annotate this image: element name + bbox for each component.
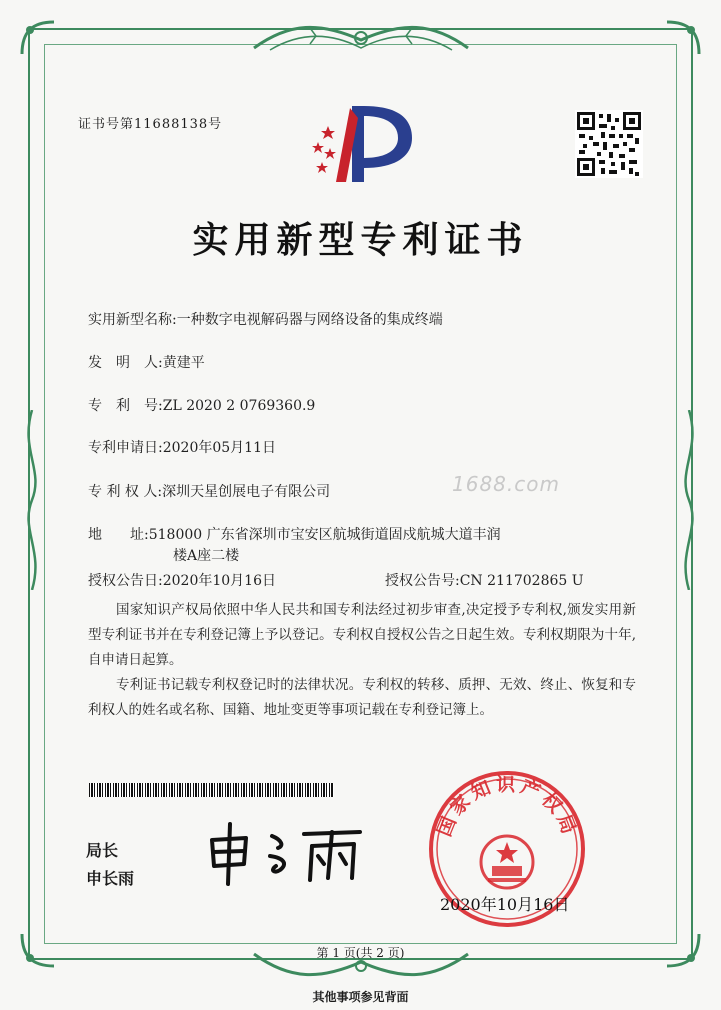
field-label: 发 明 人: <box>88 355 163 371</box>
field-address <box>88 524 501 544</box>
footer-note: 其他事项参见背面 <box>312 990 409 1004</box>
field-grant-date <box>88 570 276 590</box>
field-label: 授权公告号: <box>385 573 460 589</box>
seal-date: 2020年10月16日 <box>440 895 570 914</box>
watermark: 1688.com <box>452 472 560 496</box>
seal-text: 国家知识产权局 <box>433 773 582 841</box>
field-label: 专利申请日: <box>88 440 163 456</box>
field-value: ZL 2020 2 0769360.9 <box>162 398 316 414</box>
certificate-body <box>88 598 636 723</box>
body-paragraph: 国家知识产权局依照中华人民共和国专利法经过初步审查,决定授予专利权,颁发实用新型专利证书并在专利登记簿上予以登记。专利权自授权公告之日起生效。专利权期限为十年,自申请日起算。 <box>88 602 636 668</box>
field-value: 黄建平 <box>162 355 205 371</box>
field-value: 2020年10月16日 <box>162 573 276 589</box>
qr-code-icon <box>575 110 643 178</box>
field-filing-date <box>88 437 276 457</box>
left-ornament-icon <box>20 410 44 590</box>
field-value: 2020年05月11日 <box>162 440 276 456</box>
director-name: 申长雨 <box>86 869 135 888</box>
field-patent-number <box>88 395 315 415</box>
national-emblem-icon <box>481 836 533 888</box>
field-value: 一种数字电视解码器与网络设备的集成终端 <box>176 312 443 328</box>
field-value: 深圳天星创展电子有限公司 <box>162 484 331 500</box>
corner-ornament-icon <box>663 18 703 58</box>
field-label: 实用新型名称: <box>88 312 177 328</box>
field-label: 专 利 权 人: <box>88 484 163 500</box>
barcode-icon <box>89 783 334 797</box>
signature-icon <box>200 818 370 888</box>
director-title: 局长 <box>86 841 119 860</box>
certificate-number: 证书号第11688138号 <box>78 117 223 132</box>
field-inventor <box>88 352 205 372</box>
right-ornament-icon <box>677 410 701 590</box>
page-number: 第 1 页(共 2 页) <box>316 946 405 960</box>
field-value: 518000 广东省深圳市宝安区航城街道固戍航城大道丰润 <box>148 527 501 543</box>
body-paragraph: 专利证书记载专利权登记时的法律状况。专利权的转移、质押、无效、终止、恢复和专利权人的姓名或名称、国籍、地址变更等事项记载在专利登记簿上。 <box>88 677 636 718</box>
field-label: 专 利 号: <box>88 398 163 414</box>
page-title: 实用新型专利证书 <box>192 219 529 261</box>
field-patentee <box>88 481 330 501</box>
corner-ornament-icon <box>18 18 58 58</box>
field-label: 授权公告日: <box>88 573 163 589</box>
field-label: 地 址: <box>88 527 149 543</box>
field-value: CN 211702865 U <box>459 573 584 589</box>
field-address-line2: 楼A座二楼 <box>173 548 240 564</box>
field-utility-model-name <box>88 309 443 329</box>
cnipa-logo-icon <box>300 98 420 190</box>
top-ornament-icon <box>250 18 472 58</box>
svg-text:国家知识产权局 <box>433 773 581 841</box>
field-grant-number <box>385 570 584 590</box>
